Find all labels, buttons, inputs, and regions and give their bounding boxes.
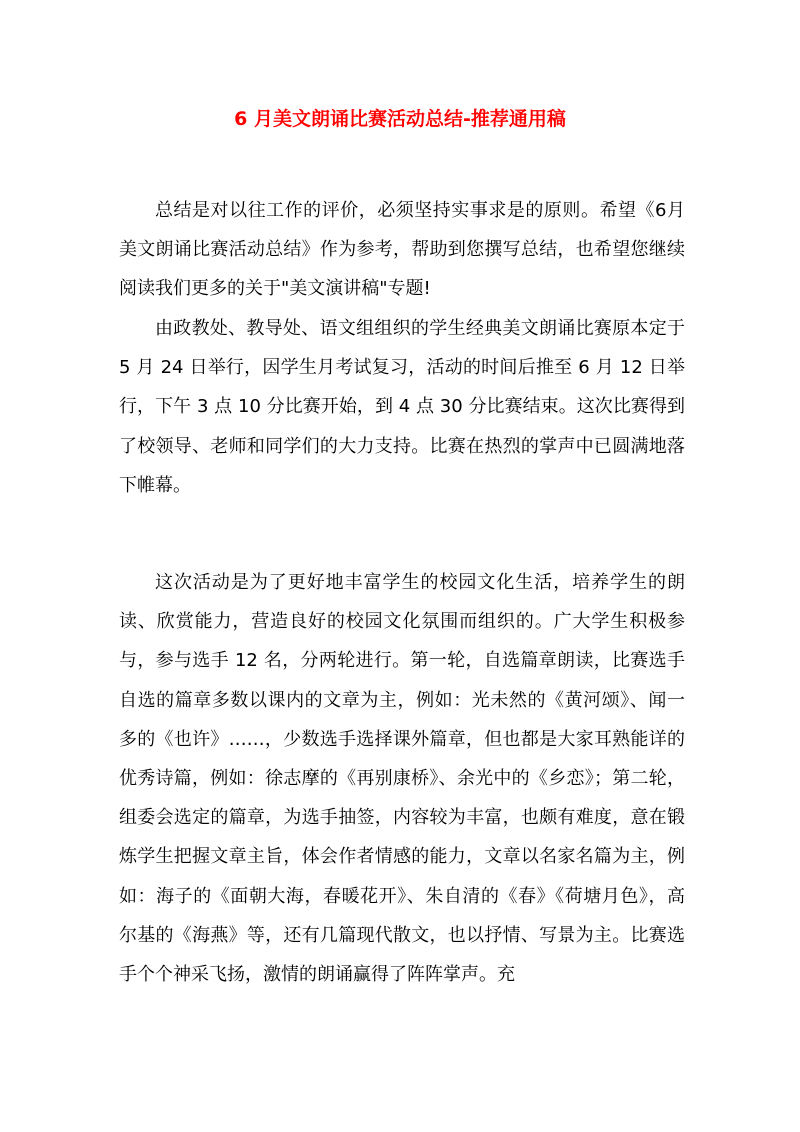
document-title: 6 月美文朗诵比赛活动总结-推荐通用稿 [234,108,566,130]
paragraph-activity-details: 这次活动是为了更好地丰富学生的校园文化生活，培养学生的朗读、欣赏能力，营造良好的校园文化氛围而组织的。广大学生积极参与，参与选手 12 名，分两轮进行。第一轮，自选篇章朗读，比赛选手自选的篇章多数以课内的文章为主，例如：光未然的《黄河颂》、闻一多的《也许》……，少数选手选择课外篇章，但也都是大家耳熟能详的优秀诗篇，例如：徐志摩的《再别康桥》、余光中的《乡恋》；第二轮，组委会选定的篇章，为选手抽签，内容较为丰富，也颇有难度，意在锻炼学生把握文章主旨，体会作者情感的能力，文章以名家名篇为主，例如：海子的《面朝大海，春暖花开》、朱自清的《春》《荷塘月色》，高尔基的《海燕》等，还有几篇现代散文，也以抒情、写景为主。比赛选手个个神采飞扬，激情的朗诵赢得了阵阵掌声。充 [119,572,685,986]
paragraph-intro: 总结是对以往工作的评价，必须坚持实事求是的原则。希望《6月美文朗诵比赛活动总结》作为参考，帮助到您撰写总结，也希望您继续阅读我们更多的关于"美文演讲稿"专题! [119,200,685,300]
paragraph-event-info: 由政教处、教导处、语文组组织的学生经典美文朗诵比赛原本定于 5 月 24 日举行，因学生月考试复习，活动的时间后推至 6 月 12 日举行，下午 3 点 10 分比赛开始，到 4 点 30 分比赛结束。这次比赛得到了校领导、老师和同学们的大力支持。比赛在热烈的掌声中已圆满地落下帷幕。 [119,318,685,496]
